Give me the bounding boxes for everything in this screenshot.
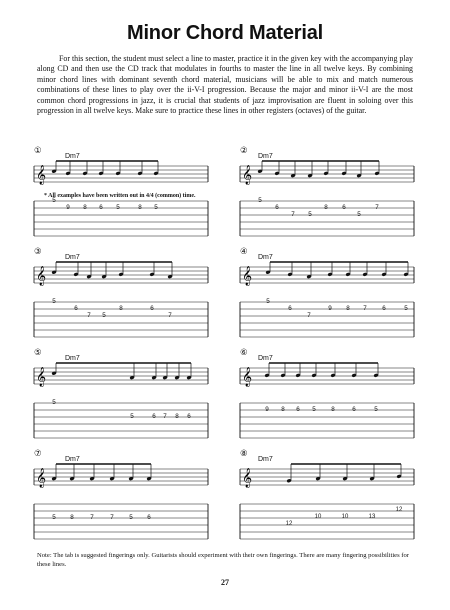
intro-paragraph: For this section, the student must select a line to master, practice it in the given key with the accompanying play along CD and then use the CD track that modulates in fourths to master the line in all twelve keys. By combining minor chord lines with dominant seventh chord material, musicians will be able to mix and match numerous combinations of these lines to play over the ii-V-I progression. Because the major and minor ii-V-I are the most common chord progressions in jazz, it is crucial that students of jazz improvisation are fluent in soloing over this progression in all twelve keys. Make sure to practice these lines in other registers (octaves) of the guitar. bbox=[37, 54, 413, 116]
notation-staff bbox=[34, 449, 216, 544]
example-number: ⑦ bbox=[34, 449, 42, 459]
example-number: ② bbox=[240, 146, 248, 156]
page-title: Minor Chord Material bbox=[126, 22, 323, 44]
example-1 bbox=[34, 146, 216, 241]
tab-fret-number: 5 bbox=[52, 514, 56, 521]
tab-fret-number: 6 bbox=[187, 413, 191, 420]
tab-fret-number: 5 bbox=[102, 312, 106, 319]
tab-fret-number: 5 bbox=[129, 514, 133, 521]
tab-fret-number: 8 bbox=[346, 305, 350, 312]
notation-staff bbox=[240, 348, 422, 443]
chord-symbol: Dm7 bbox=[258, 355, 273, 362]
tab-fret-number: 6 bbox=[99, 204, 103, 211]
tab-fret-number: 5 bbox=[404, 305, 408, 312]
tab-fret-number: 13 bbox=[368, 514, 376, 520]
chord-symbol: Dm7 bbox=[65, 153, 80, 160]
tab-fret-number: 5 bbox=[154, 204, 158, 211]
treble-clef-icon: 𝄞 bbox=[242, 165, 253, 185]
example-number: ④ bbox=[240, 247, 248, 257]
tab-fret-number: 8 bbox=[119, 305, 123, 312]
tab-fret-number: 6 bbox=[147, 514, 151, 521]
treble-clef-icon: 𝄞 bbox=[36, 367, 47, 387]
tab-fret-number: 12 bbox=[285, 521, 293, 527]
tab-fret-number: 7 bbox=[110, 514, 114, 521]
tab-fret-number: 10 bbox=[341, 514, 349, 520]
tab-fret-number: 8 bbox=[331, 406, 335, 413]
example-3 bbox=[34, 247, 216, 342]
page-number: 27 bbox=[221, 578, 229, 587]
treble-clef-icon: 𝄞 bbox=[36, 266, 47, 286]
example-5 bbox=[34, 348, 216, 443]
tab-fret-number: 6 bbox=[152, 413, 156, 420]
tab-fret-number: 6 bbox=[296, 406, 300, 413]
tab-fret-number: 5 bbox=[116, 204, 120, 211]
tab-fret-number: 6 bbox=[382, 305, 386, 312]
tab-fret-number: 7 bbox=[291, 211, 295, 218]
example-4 bbox=[240, 247, 422, 342]
example-number: ⑧ bbox=[240, 449, 248, 459]
notation-staff bbox=[240, 146, 422, 241]
example-6 bbox=[240, 348, 422, 443]
notation-staff bbox=[34, 348, 216, 443]
tab-fret-number: 7 bbox=[375, 204, 379, 211]
treble-clef-icon: 𝄞 bbox=[242, 367, 253, 387]
tab-fret-number: 7 bbox=[90, 514, 94, 521]
tab-fret-number: 5 bbox=[52, 399, 56, 406]
treble-clef-icon: 𝄞 bbox=[242, 468, 253, 488]
example-number: ① bbox=[34, 146, 42, 156]
tab-fret-number: 5 bbox=[308, 211, 312, 218]
tab-fret-number: 5 bbox=[312, 406, 316, 413]
tab-fret-number: 6 bbox=[352, 406, 356, 413]
tab-fret-number: 5 bbox=[52, 298, 56, 305]
tab-fret-number: 6 bbox=[150, 305, 154, 312]
tab-fret-number: 5 bbox=[266, 298, 270, 305]
chord-symbol: Dm7 bbox=[65, 254, 80, 261]
tab-fret-number: 8 bbox=[138, 204, 142, 211]
example-8 bbox=[240, 449, 422, 544]
time-signature-note: * All examples have been written out in 4/4 (common) time. bbox=[44, 193, 196, 199]
tab-fret-number: 6 bbox=[342, 204, 346, 211]
tab-fret-number: 12 bbox=[395, 507, 403, 513]
chord-symbol: Dm7 bbox=[258, 456, 273, 463]
tab-fret-number: 7 bbox=[163, 413, 167, 420]
tab-fret-number: 8 bbox=[83, 204, 87, 211]
tab-fret-number: 8 bbox=[175, 413, 179, 420]
tab-fret-number: 5 bbox=[130, 413, 134, 420]
tab-fret-number: 9 bbox=[66, 204, 70, 211]
tab-fret-number: 6 bbox=[74, 305, 78, 312]
example-number: ⑥ bbox=[240, 348, 248, 358]
chord-symbol: Dm7 bbox=[65, 456, 80, 463]
treble-clef-icon: 𝄞 bbox=[36, 468, 47, 488]
tab-fret-number: 8 bbox=[281, 406, 285, 413]
chord-symbol: Dm7 bbox=[258, 153, 273, 160]
tab-fret-number: 8 bbox=[70, 514, 74, 521]
tab-fret-number: 9 bbox=[265, 406, 269, 413]
treble-clef-icon: 𝄞 bbox=[242, 266, 253, 286]
notation-staff bbox=[34, 247, 216, 342]
example-number: ⑤ bbox=[34, 348, 42, 358]
tab-fret-number: 7 bbox=[168, 312, 172, 319]
tab-fret-number: 9 bbox=[328, 305, 332, 312]
tab-fret-number: 5 bbox=[52, 197, 56, 204]
footnote: Note: The tab is suggested fingerings only. Guitarists should experiment with their own fingerings. There are many fingering possibilities for these lines. bbox=[37, 552, 409, 568]
chord-symbol: Dm7 bbox=[258, 254, 273, 261]
example-number: ③ bbox=[34, 247, 42, 257]
example-7 bbox=[34, 449, 216, 544]
tab-fret-number: 10 bbox=[314, 514, 322, 520]
tab-fret-number: 6 bbox=[275, 204, 279, 211]
tab-fret-number: 7 bbox=[363, 305, 367, 312]
chord-symbol: Dm7 bbox=[65, 355, 80, 362]
treble-clef-icon: 𝄞 bbox=[36, 165, 47, 185]
notation-staff bbox=[240, 449, 422, 544]
tab-fret-number: 5 bbox=[258, 197, 262, 204]
notation-staff bbox=[240, 247, 422, 342]
tab-fret-number: 7 bbox=[87, 312, 91, 319]
tab-fret-number: 8 bbox=[324, 204, 328, 211]
example-2 bbox=[240, 146, 422, 241]
tab-fret-number: 5 bbox=[357, 211, 361, 218]
tab-fret-number: 6 bbox=[288, 305, 292, 312]
tab-fret-number: 5 bbox=[374, 406, 378, 413]
tab-fret-number: 7 bbox=[307, 312, 311, 319]
